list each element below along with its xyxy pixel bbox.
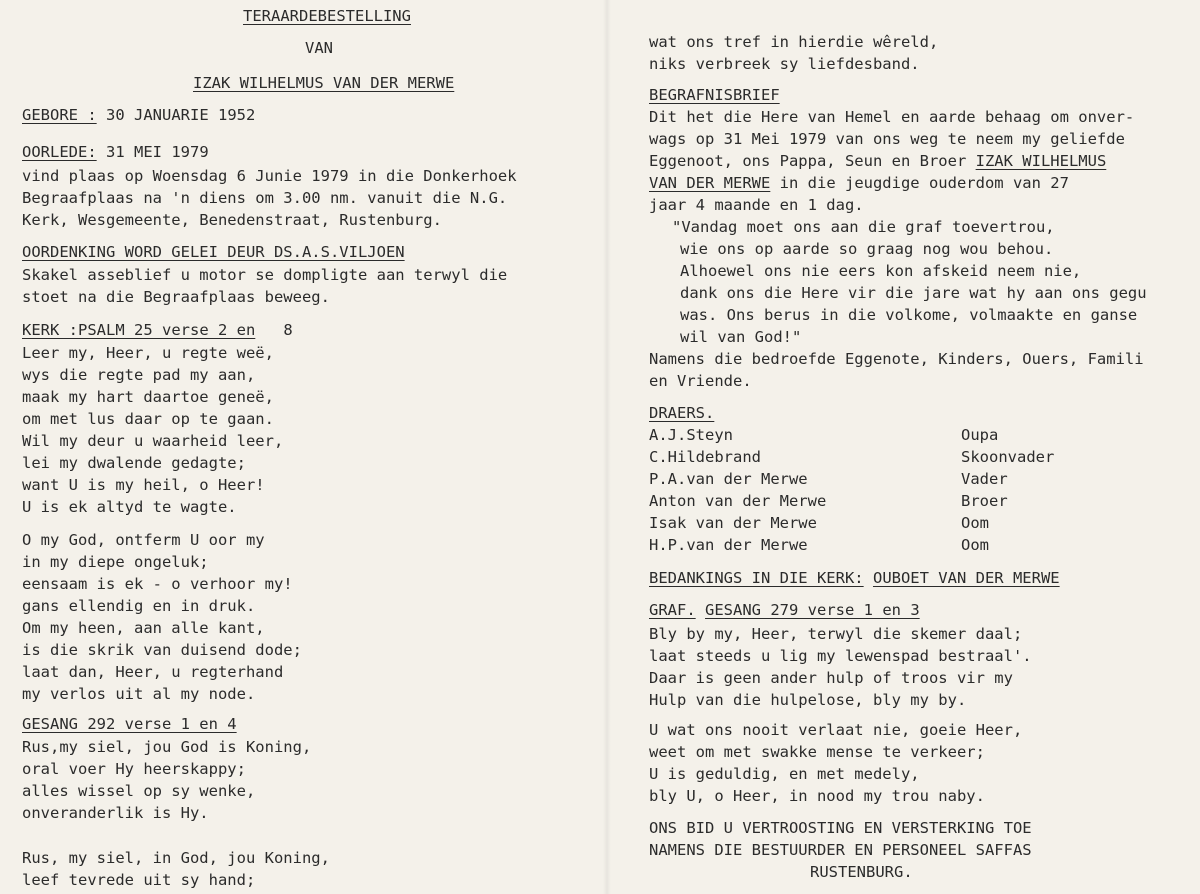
psalm-line: in my diepe ongeluk;: [22, 553, 209, 571]
graf-line: U is geduldig, en met medely,: [649, 765, 920, 783]
service-line: Begraafplaas na 'n diens om 3.00 nm. vanuit die N.G.: [22, 189, 508, 207]
bearer-relation: Oupa: [961, 426, 999, 444]
psalm-line: O my God, ontferm U oor my: [22, 531, 265, 549]
psalm-line: my verlos uit al my node.: [22, 685, 256, 703]
psalm-line: maak my hart daartoe geneë,: [22, 388, 274, 406]
psalm-line: Om my heen, aan alle kant,: [22, 619, 265, 637]
psalm-line: is die skrik van duisend dode;: [22, 641, 302, 659]
born-date: 30 JANUARIE 1952: [106, 106, 256, 124]
van-line: VAN: [305, 39, 333, 57]
closing-line: ONS BID U VERTROOSTING EN VERSTERKING TOE: [649, 819, 1032, 837]
service-line: Kerk, Wesgemeente, Benedenstraat, Rustenburg.: [22, 211, 442, 229]
hymn-continuation: wat ons tref in hierdie wêreld,: [649, 33, 939, 51]
graf-line: bly U, o Heer, in nood my trou naby.: [649, 787, 985, 805]
begrafnis-line: [649, 173, 1069, 193]
gesang-heading: GESANG 292 verse 1 en 4: [22, 715, 237, 733]
bearer-relation: Vader: [961, 470, 1008, 488]
deceased-name: IZAK WILHELMUS VAN DER MERWE: [193, 74, 455, 92]
bedanking-person: OUBOET VAN DER MERWE: [872, 569, 1060, 587]
namens-line: Namens die bedroefde Eggenote, Kinders, Ouers, Famili: [649, 350, 1144, 368]
namens-line: en Vriende.: [649, 372, 752, 390]
poem-line: dank ons die Here vir die jare wat hy aan ons gegu: [680, 284, 1147, 302]
graf-label: GRAF.: [649, 601, 696, 619]
psalm-line: lei my dwalende gedagte;: [22, 454, 246, 472]
born-row: [22, 105, 255, 125]
graf-line: laat steeds u lig my lewenspad bestraal'.: [649, 647, 1032, 665]
psalm-line: om met lus daar op te gaan.: [22, 410, 274, 428]
draers-heading: DRAERS.: [649, 404, 715, 422]
motor-line: stoet na die Begraafplaas beweeg.: [22, 288, 330, 306]
psalm-line: gans ellendig en in druk.: [22, 597, 256, 615]
gesang-line: onveranderlik is Hy.: [22, 804, 209, 822]
begrafnis-text: Eggenoot, ons Pappa, Seun en Broer: [649, 152, 976, 170]
gesang-line: oral voer Hy heerskappy;: [22, 760, 246, 778]
bearer-name: P.A.van der Merwe: [649, 470, 808, 488]
graf-heading: [649, 600, 920, 620]
psalm-line: Wil my deur u waarheid leer,: [22, 432, 284, 450]
psalm-line: want U is my heil, o Heer!: [22, 476, 265, 494]
poem-line: wie ons op aarde so graag nog wou behou.: [680, 240, 1054, 258]
kerk-psalm: PSALM 25 verse 2 en: [78, 321, 256, 339]
memorial-heading: OORDENKING WORD GELEI DEUR DS.A.S.VILJOEN: [22, 243, 405, 261]
graf-line: Bly by my, Heer, terwyl die skemer daal;: [649, 625, 1023, 643]
graf-line: Hulp van die hulpelose, bly my by.: [649, 691, 967, 709]
kerk-heading: [22, 320, 293, 340]
psalm-line: eensaam is ek - o verhoor my!: [22, 575, 293, 593]
begrafnis-line: jaar 4 maande en 1 dag.: [649, 196, 864, 214]
graf-line: Daar is geen ander hulp of troos vir my: [649, 669, 1013, 687]
poem-line: was. Ons berus in die volkome, volmaakte en ganse: [680, 306, 1138, 324]
bearer-relation: Broer: [961, 492, 1008, 510]
graf-line: U wat ons nooit verlaat nie, goeie Heer,: [649, 721, 1023, 739]
died-row: [22, 142, 209, 162]
bedanking-label: BEDANKINGS IN DIE KERK:: [649, 569, 864, 587]
died-date: 31 MEI 1979: [106, 143, 209, 161]
graf-line: weet om met swakke mense te verkeer;: [649, 743, 985, 761]
died-label: OORLEDE:: [22, 143, 97, 161]
poem-line: wil van God!": [680, 328, 802, 346]
bearer-name: C.Hildebrand: [649, 448, 761, 466]
closing-line: NAMENS DIE BESTUURDER EN PERSONEEL SAFFAS: [649, 841, 1032, 859]
bearer-name: Anton van der Merwe: [649, 492, 827, 510]
bedanking-line: [649, 568, 1060, 588]
begrafnis-line: wags op 31 Mei 1979 van ons weg te neem my geliefde: [649, 130, 1125, 148]
psalm-line: wys die regte pad my aan,: [22, 366, 256, 384]
hymn-continuation: niks verbreek sy liefdesband.: [649, 55, 920, 73]
kerk-psalm-tail: 8: [283, 321, 293, 339]
graf-gesang: GESANG 279 verse 1 en 3: [705, 601, 920, 619]
gesang-line: Rus, my siel, in God, jou Koning,: [22, 849, 330, 867]
psalm-line: Leer my, Heer, u regte weë,: [22, 344, 274, 362]
poem-line: Alhoewel ons nie eers kon afskeid neem nie,: [680, 262, 1082, 280]
begrafnis-heading: BEGRAFNISBRIEF: [649, 86, 780, 104]
psalm-line: laat dan, Heer, u regterhand: [22, 663, 284, 681]
service-line: vind plaas op Woensdag 6 Junie 1979 in die Donkerhoek: [22, 167, 517, 185]
bearer-name: A.J.Steyn: [649, 426, 733, 444]
closing-line: RUSTENBURG.: [810, 863, 913, 881]
document-title: TERAARDEBESTELLING: [243, 7, 411, 25]
poem-line: "Vandag moet ons aan die graf toevertrou,: [672, 218, 1055, 236]
bearer-name: H.P.van der Merwe: [649, 536, 808, 554]
begrafnis-name: IZAK WILHELMUS: [975, 152, 1107, 170]
bearer-relation: Skoonvader: [961, 448, 1055, 466]
gesang-line: alles wissel op sy wenke,: [22, 782, 256, 800]
born-label: GEBORE :: [22, 106, 97, 124]
bearer-relation: Oom: [961, 536, 989, 554]
gesang-line: Rus,my siel, jou God is Koning,: [22, 738, 312, 756]
gesang-line: leef tevrede uit sy hand;: [22, 871, 256, 889]
bearer-relation: Oom: [961, 514, 989, 532]
begrafnis-surname: VAN DER MERWE: [649, 174, 771, 192]
kerk-label: KERK :: [22, 321, 78, 339]
page-fold: [603, 0, 611, 894]
begrafnis-line: Dit het die Here van Hemel en aarde behaag om onver-: [649, 108, 1135, 126]
bearer-name: Isak van der Merwe: [649, 514, 817, 532]
begrafnis-text: in die jeugdige ouderdom van 27: [770, 174, 1069, 192]
motor-line: Skakel asseblief u motor se dompligte aan terwyl die: [22, 266, 508, 284]
begrafnis-line: [649, 151, 1106, 171]
psalm-line: U is ek altyd te wagte.: [22, 498, 237, 516]
